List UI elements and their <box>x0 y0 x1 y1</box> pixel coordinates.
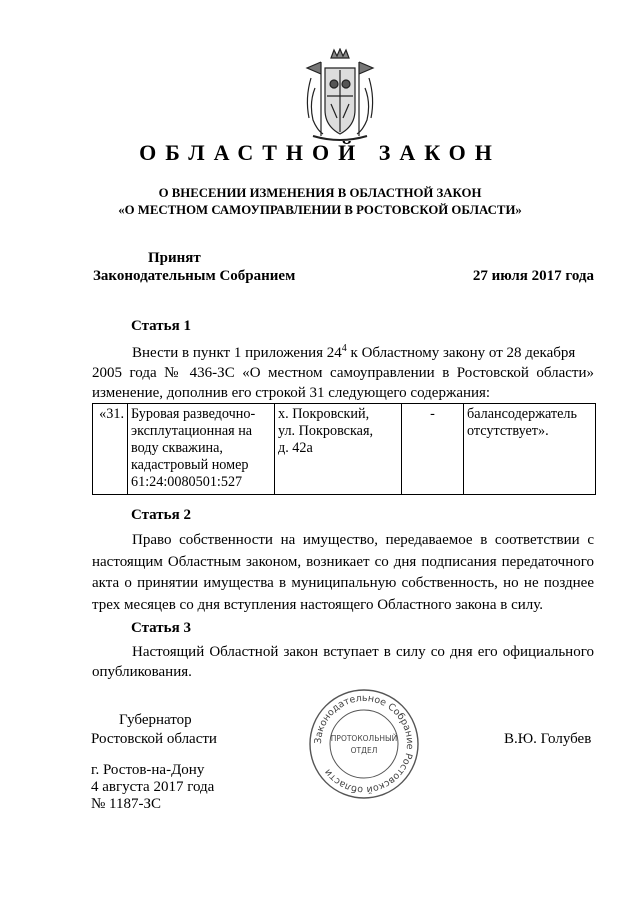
coat-of-arms-emblem <box>301 48 379 146</box>
adopted-by-assembly: Законодательным Собранием <box>93 268 296 284</box>
adopted-label: Принят <box>148 250 201 266</box>
article-3-heading: Статья 3 <box>131 620 191 636</box>
stamp-ring-text: Законодательное Собрание Ростовской области <box>312 692 416 796</box>
dash-cell: - <box>402 404 464 495</box>
adoption-date: 27 июля 2017 года <box>472 268 594 284</box>
law-number: № 1187-ЗС <box>91 796 162 812</box>
row-number-cell: «31. <box>93 404 128 495</box>
article-2-text: Право собственности на имущество, передаваемое в соответствии с настоящим Областным законом, возникает со дня подписания передаточного акта о принятии имущества в муниципальную собственность, но не позднее трех месяцев со дня вступления настоящего Областного закона в силу. <box>92 532 594 613</box>
stamp-center-line2: ОТДЕЛ <box>350 746 378 755</box>
object-cell: Буровая разведочно- эксплутационная на воду скважина, кадастровый номер 61:24:0080501:527 <box>128 404 275 495</box>
article-1-text <box>92 339 594 403</box>
amendment-table <box>92 403 596 495</box>
signatory-name: В.Ю. Голубев <box>504 731 592 747</box>
law-subtitle-line1: О ВНЕСЕНИИ ИЗМЕНЕНИЯ В ОБЛАСТНОЙ ЗАКОН <box>158 186 482 200</box>
footer-city: г. Ростов-на-Дону <box>91 762 205 778</box>
balance-holder-cell: балансодержатель отсутствует». <box>464 404 596 495</box>
signatory-region: Ростовской области <box>91 731 217 747</box>
protocol-department-stamp <box>308 688 420 800</box>
address-cell: х. Покровский, ул. Покровская, д. 42а <box>275 404 402 495</box>
superscript-4: 4 <box>341 343 347 354</box>
footer-date: 4 августа 2017 года <box>91 779 215 795</box>
article-2-heading: Статья 2 <box>131 507 191 523</box>
law-subtitle-line2: «О МЕСТНОМ САМОУПРАВЛЕНИИ В РОСТОВСКОЙ ОБЛАСТИ» <box>118 203 522 217</box>
article-1-heading: Статья 1 <box>131 318 191 334</box>
signatory-position: Губернатор <box>119 712 192 728</box>
stamp-center-line1: ПРОТОКОЛЬНЫЙ <box>330 734 398 743</box>
article-1-line2: 2005 года № 436-ЗС «О местном самоуправлении в Ростовской области» <box>92 365 594 381</box>
law-title: ОБЛАСТНОЙ ЗАКОН <box>139 140 501 165</box>
article-3-text: Настоящий Областной закон вступает в силу со дня его официального опубликования. <box>92 644 594 680</box>
article-1-line3: изменение, дополнив его строкой 31 следующего содержания: <box>92 385 491 401</box>
article-1-line1: Внести в пункт 1 приложения $24^4$ к Областному закону от 28 декабря <box>132 343 576 361</box>
table-row <box>93 404 596 495</box>
